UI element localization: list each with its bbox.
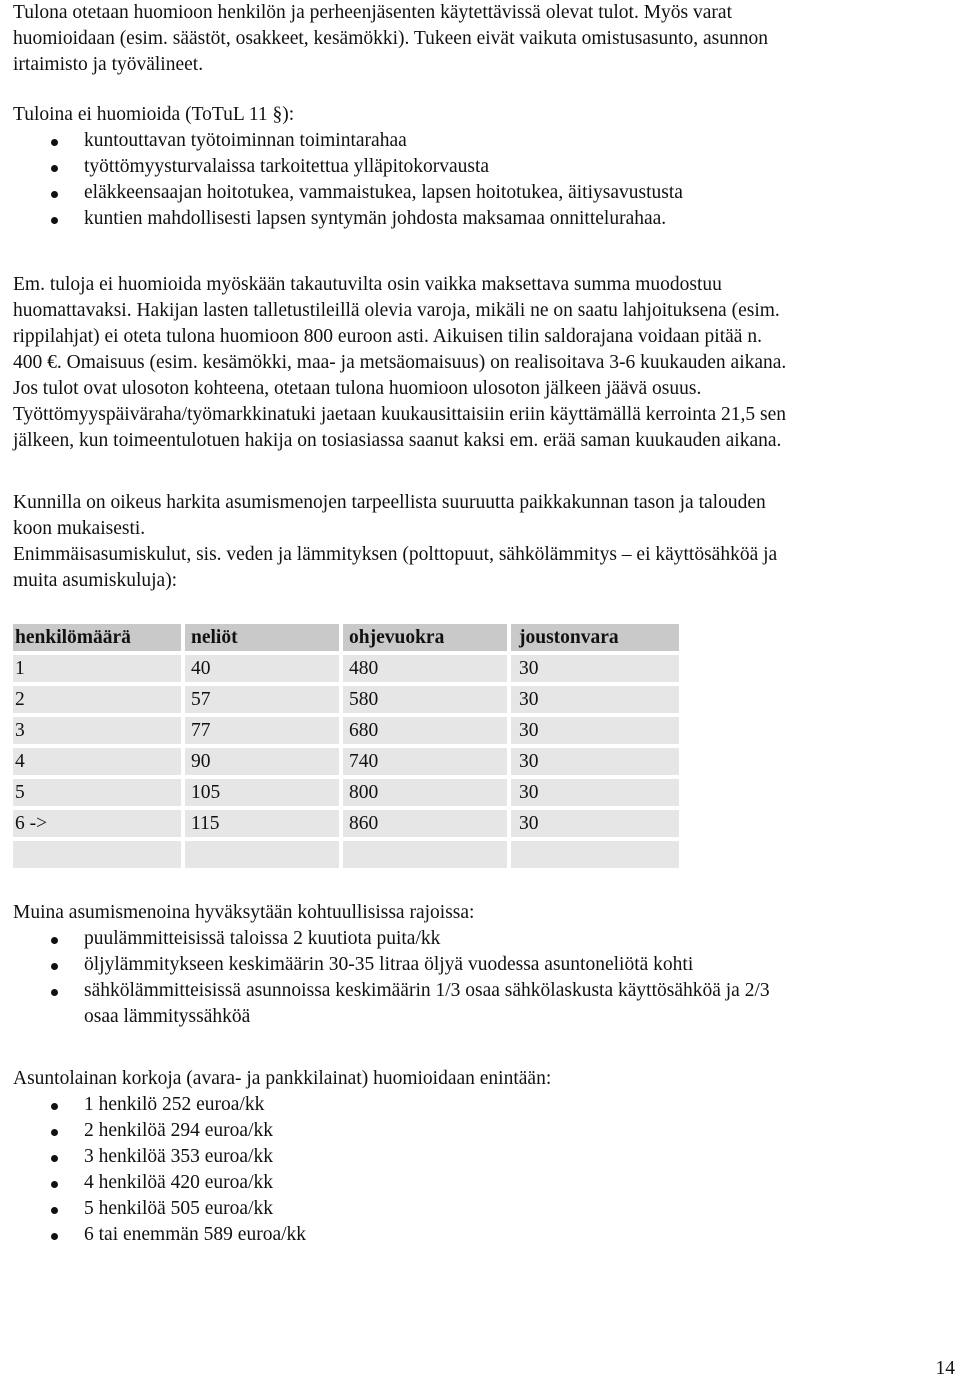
table-cell: 740 (343, 748, 511, 779)
table-cell: 57 (185, 686, 343, 717)
table-cell-empty (343, 841, 511, 872)
table-row (13, 686, 683, 717)
housing-line: koon mukaisesti. (13, 518, 146, 539)
list-item (13, 978, 948, 1030)
list-item: öljylämmitykseen keskimäärin 30-35 litraa öljyä vuodessa asuntoneliötä kohti (13, 952, 948, 978)
table-cell: 30 (511, 686, 683, 717)
list-item: kuntouttavan työtoiminnan toimintarahaa (13, 128, 948, 154)
table-cell: 480 (343, 655, 511, 686)
table-cell: 3 (13, 717, 185, 748)
list-item: 2 henkilöä 294 euroa/kk (13, 1118, 948, 1144)
table-row (13, 748, 683, 779)
table-cell: 115 (185, 810, 343, 841)
other-costs-list (13, 926, 948, 1030)
list-item-line: sähkölämmitteisissä asunnoissa keskimäärin 1/3 osaa sähkölaskusta käyttösähköä ja 2/3 (84, 980, 770, 1001)
header-cell: neliöt (185, 624, 343, 655)
table-row-empty (13, 841, 683, 872)
other-costs-heading: Muina asumismenoina hyväksytään kohtuullisissa rajoissa: (13, 902, 475, 923)
table-row (13, 779, 683, 810)
header-cell: joustonvara (511, 624, 683, 655)
housing-line: Enimmäisasumiskulut, sis. veden ja lämmityksen (polttopuut, sähkölämmitys – ei käyttösähköä ja (13, 544, 778, 565)
table-cell: 105 (185, 779, 343, 810)
table-cell: 2 (13, 686, 185, 717)
list-item: 5 henkilöä 505 euroa/kk (13, 1196, 948, 1222)
table-cell: 90 (185, 748, 343, 779)
notes-line: huomattavaksi. Hakijan lasten talletustileillä olevia varoja, mikäli ne on saatu lahjoituksena (esim. (13, 300, 780, 321)
housing-paragraph (13, 490, 948, 594)
header-cell: ohjevuokra (343, 624, 511, 655)
housing-cost-table (13, 624, 683, 872)
table-cell: 77 (185, 717, 343, 748)
housing-line: Kunnilla on oikeus harkita asumismenojen tarpeellista suuruutta paikkakunnan tason ja talouden (13, 492, 766, 513)
intro-paragraph (13, 0, 948, 78)
table-cell: 4 (13, 748, 185, 779)
table-cell: 860 (343, 810, 511, 841)
notes-line: jälkeen, kun toimeentulotuen hakija on tosiasiassa saanut kaksi em. erää saman kuukauden aikana. (13, 430, 782, 451)
table-row (13, 655, 683, 686)
notes-line: rippilahjat) ei oteta tulona huomioon 800 euroon asti. Aikuisen tilin saldorajana voidaan pitää n. (13, 326, 762, 347)
table-cell: 40 (185, 655, 343, 686)
excluded-income-section (13, 102, 948, 232)
housing-line: muita asumiskuluja): (13, 570, 178, 591)
list-item-line: osaa lämmityssähköä (84, 1006, 251, 1027)
table-row (13, 810, 683, 841)
intro-line: Tulona otetaan huomioon henkilön ja perheenjäsenten käytettävissä olevat tulot. Myös varat (13, 2, 732, 23)
excluded-list (13, 128, 948, 232)
table-cell-empty (511, 841, 683, 872)
list-item: 1 henkilö 252 euroa/kk (13, 1092, 948, 1118)
intro-line: irtaimisto ja työvälineet. (13, 54, 204, 75)
loan-interest-heading: Asuntolainan korkoja (avara- ja pankkilainat) huomioidaan enintään: (13, 1068, 552, 1089)
table-cell: 30 (511, 810, 683, 841)
table-cell: 30 (511, 655, 683, 686)
loan-interest-section (13, 1066, 948, 1248)
notes-line: 400 €. Omaisuus (esim. kesämökki, maa- ja metsäomaisuus) on realisoitava 3-6 kuukauden aikana. (13, 352, 787, 373)
list-item: 3 henkilöä 353 euroa/kk (13, 1144, 948, 1170)
intro-line: huomioidaan (esim. säästöt, osakkeet, kesämökki). Tukeen eivät vaikuta omistusasunto, asunnon (13, 28, 768, 49)
notes-line: Jos tulot ovat ulosoton kohteena, otetaan tulona huomioon ulosoton jälkeen jäävä osuus. (13, 378, 702, 399)
table-header-row (13, 624, 683, 655)
table-cell: 580 (343, 686, 511, 717)
notes-line: Työttömyyspäiväraha/työmarkkinatuki jaetaan kuukausittaisiin eriin käyttämällä kerrointa 21,5 sen (13, 404, 787, 425)
other-costs-section (13, 900, 948, 1030)
notes-paragraph (13, 272, 948, 454)
table-cell: 6 -> (13, 810, 185, 841)
excluded-heading: Tuloina ei huomioida (ToTuL 11 §): (13, 104, 295, 125)
table-cell: 800 (343, 779, 511, 810)
table-cell-empty (13, 841, 185, 872)
list-item: eläkkeensaajan hoitotukea, vammaistukea, lapsen hoitotukea, äitiysavustusta (13, 180, 948, 206)
list-item: kuntien mahdollisesti lapsen syntymän johdosta maksamaa onnittelurahaa. (13, 206, 948, 232)
header-cell: henkilömäärä (13, 624, 185, 655)
page-number: 14 (935, 1358, 955, 1379)
list-item: 6 tai enemmän 589 euroa/kk (13, 1222, 948, 1248)
table-cell: 30 (511, 717, 683, 748)
table-cell-empty (185, 841, 343, 872)
table-cell: 30 (511, 779, 683, 810)
table-row (13, 717, 683, 748)
list-item: työttömyysturvalaissa tarkoitettua ylläpitokorvausta (13, 154, 948, 180)
table-cell: 680 (343, 717, 511, 748)
notes-line: Em. tuloja ei huomioida myöskään takautuvilta osin vaikka maksettava summa muodostuu (13, 274, 722, 295)
table-cell: 1 (13, 655, 185, 686)
loan-interest-list (13, 1092, 948, 1248)
table-cell: 30 (511, 748, 683, 779)
list-item: puulämmitteisissä taloissa 2 kuutiota puita/kk (13, 926, 948, 952)
list-item: 4 henkilöä 420 euroa/kk (13, 1170, 948, 1196)
table-cell: 5 (13, 779, 185, 810)
